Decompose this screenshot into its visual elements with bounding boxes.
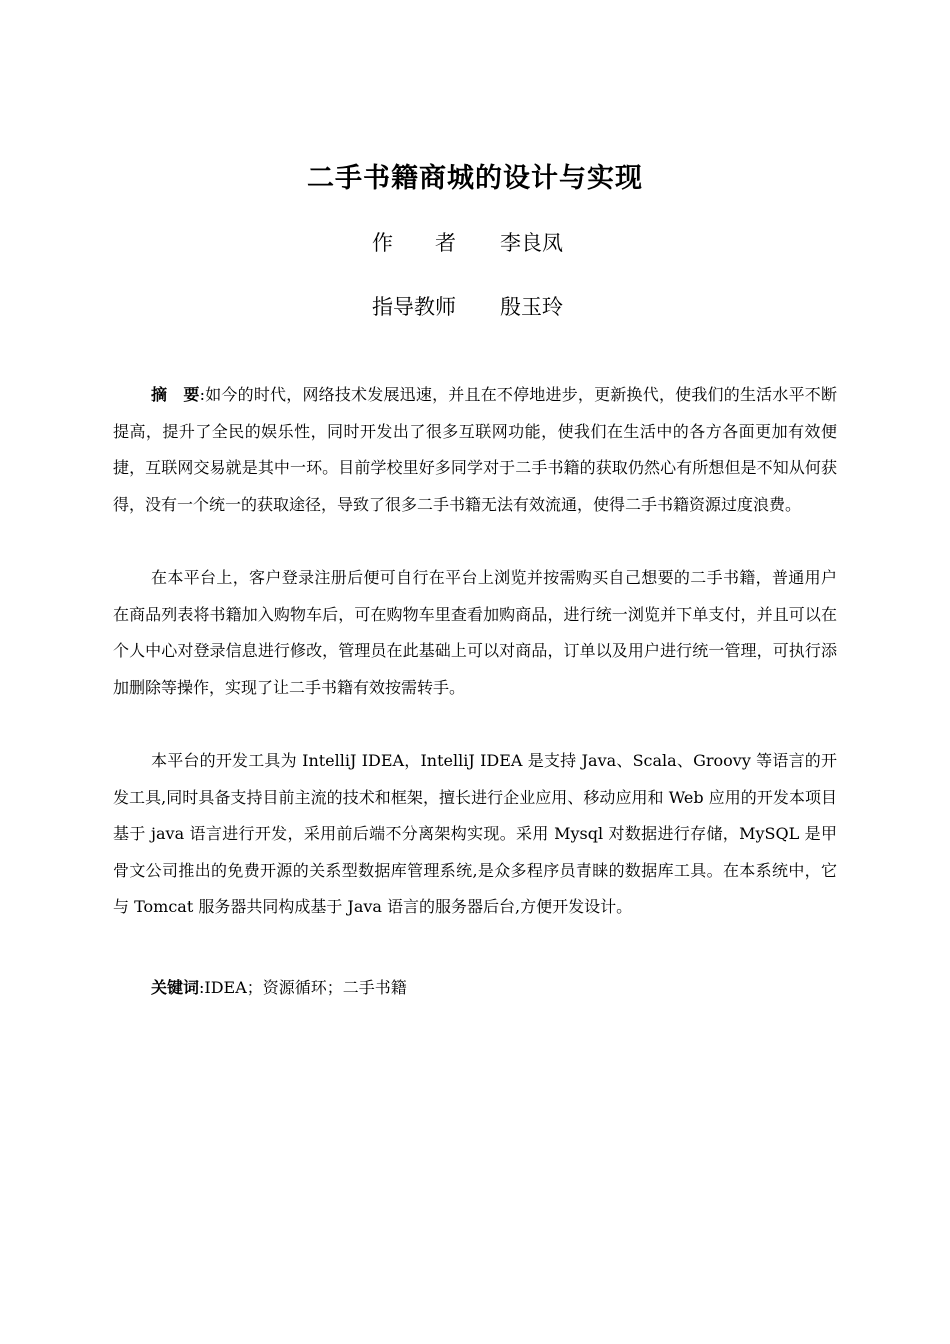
keywords-value: :IDEA；资源循环；二手书籍 <box>199 978 407 997</box>
author-label: 作 者 <box>372 231 456 255</box>
advisor-name: 殷玉玲 <box>500 295 563 319</box>
keywords-row <box>113 970 837 1007</box>
paper-title: 二手书籍商城的设计与实现 <box>307 163 643 194</box>
author-name: 李良凤 <box>500 231 563 255</box>
abstract-text-2: 在本平台上，客户登录注册后便可自行在平台上浏览并按需购买自己想要的二手书籍，普通用户在商品列表将书籍加入购物车后，可在购物车里查看加购商品，进行统一浏览并下单支付，并且可以在个人中心对登录信息进行修改，管理员在此基础上可以对商品，订单以及用户进行统一管理，可执行添加删除等操作，实现了让二手书籍有效按需转手。 <box>113 568 837 697</box>
abstract-paragraph-2 <box>113 560 837 706</box>
author-row <box>372 228 563 258</box>
abstract-paragraph-1 <box>113 377 837 523</box>
keywords-label: 关键词 <box>151 978 200 997</box>
advisor-row <box>372 292 563 322</box>
abstract-text-1: :如今的时代，网络技术发展迅速，并且在不停地进步，更新换代，使我们的生活水平不断提高，提升了全民的娱乐性，同时开发出了很多互联网功能，使我们在生活中的各方各面更加有效便捷，互联网交易就是其中一环。目前学校里好多同学对于二手书籍的获取仍然心有所想但是不知从何获得，没有一个统一的获取途径，导致了很多二手书籍无法有效流通，使得二手书籍资源过度浪费。 <box>113 385 837 514</box>
abstract-paragraph-3 <box>113 743 837 926</box>
abstract-text-3: 本平台的开发工具为 IntelliJ IDEA，IntelliJ IDEA 是支持 Java、Scala、Groovy 等语言的开发工具,同时具备支持目前主流的技术和框架，擅长进行企业应用、移动应用和 Web 应用的开发本项目基于 java 语言进行开发，采用前后端不分离架构实现。采用 Mysql 对数据进行存储，MySQL 是甲骨文公司推出的免费开源的关系型数据库管理系统,是众多程序员青睐的数据库工具。在本系统中，它与 Tomcat 服务器共同构成基于 Java 语言的服务器后台,方便开发设计。 <box>113 751 837 917</box>
advisor-label: 指导教师 <box>372 295 456 319</box>
abstract-label: 摘 要 <box>151 385 200 404</box>
